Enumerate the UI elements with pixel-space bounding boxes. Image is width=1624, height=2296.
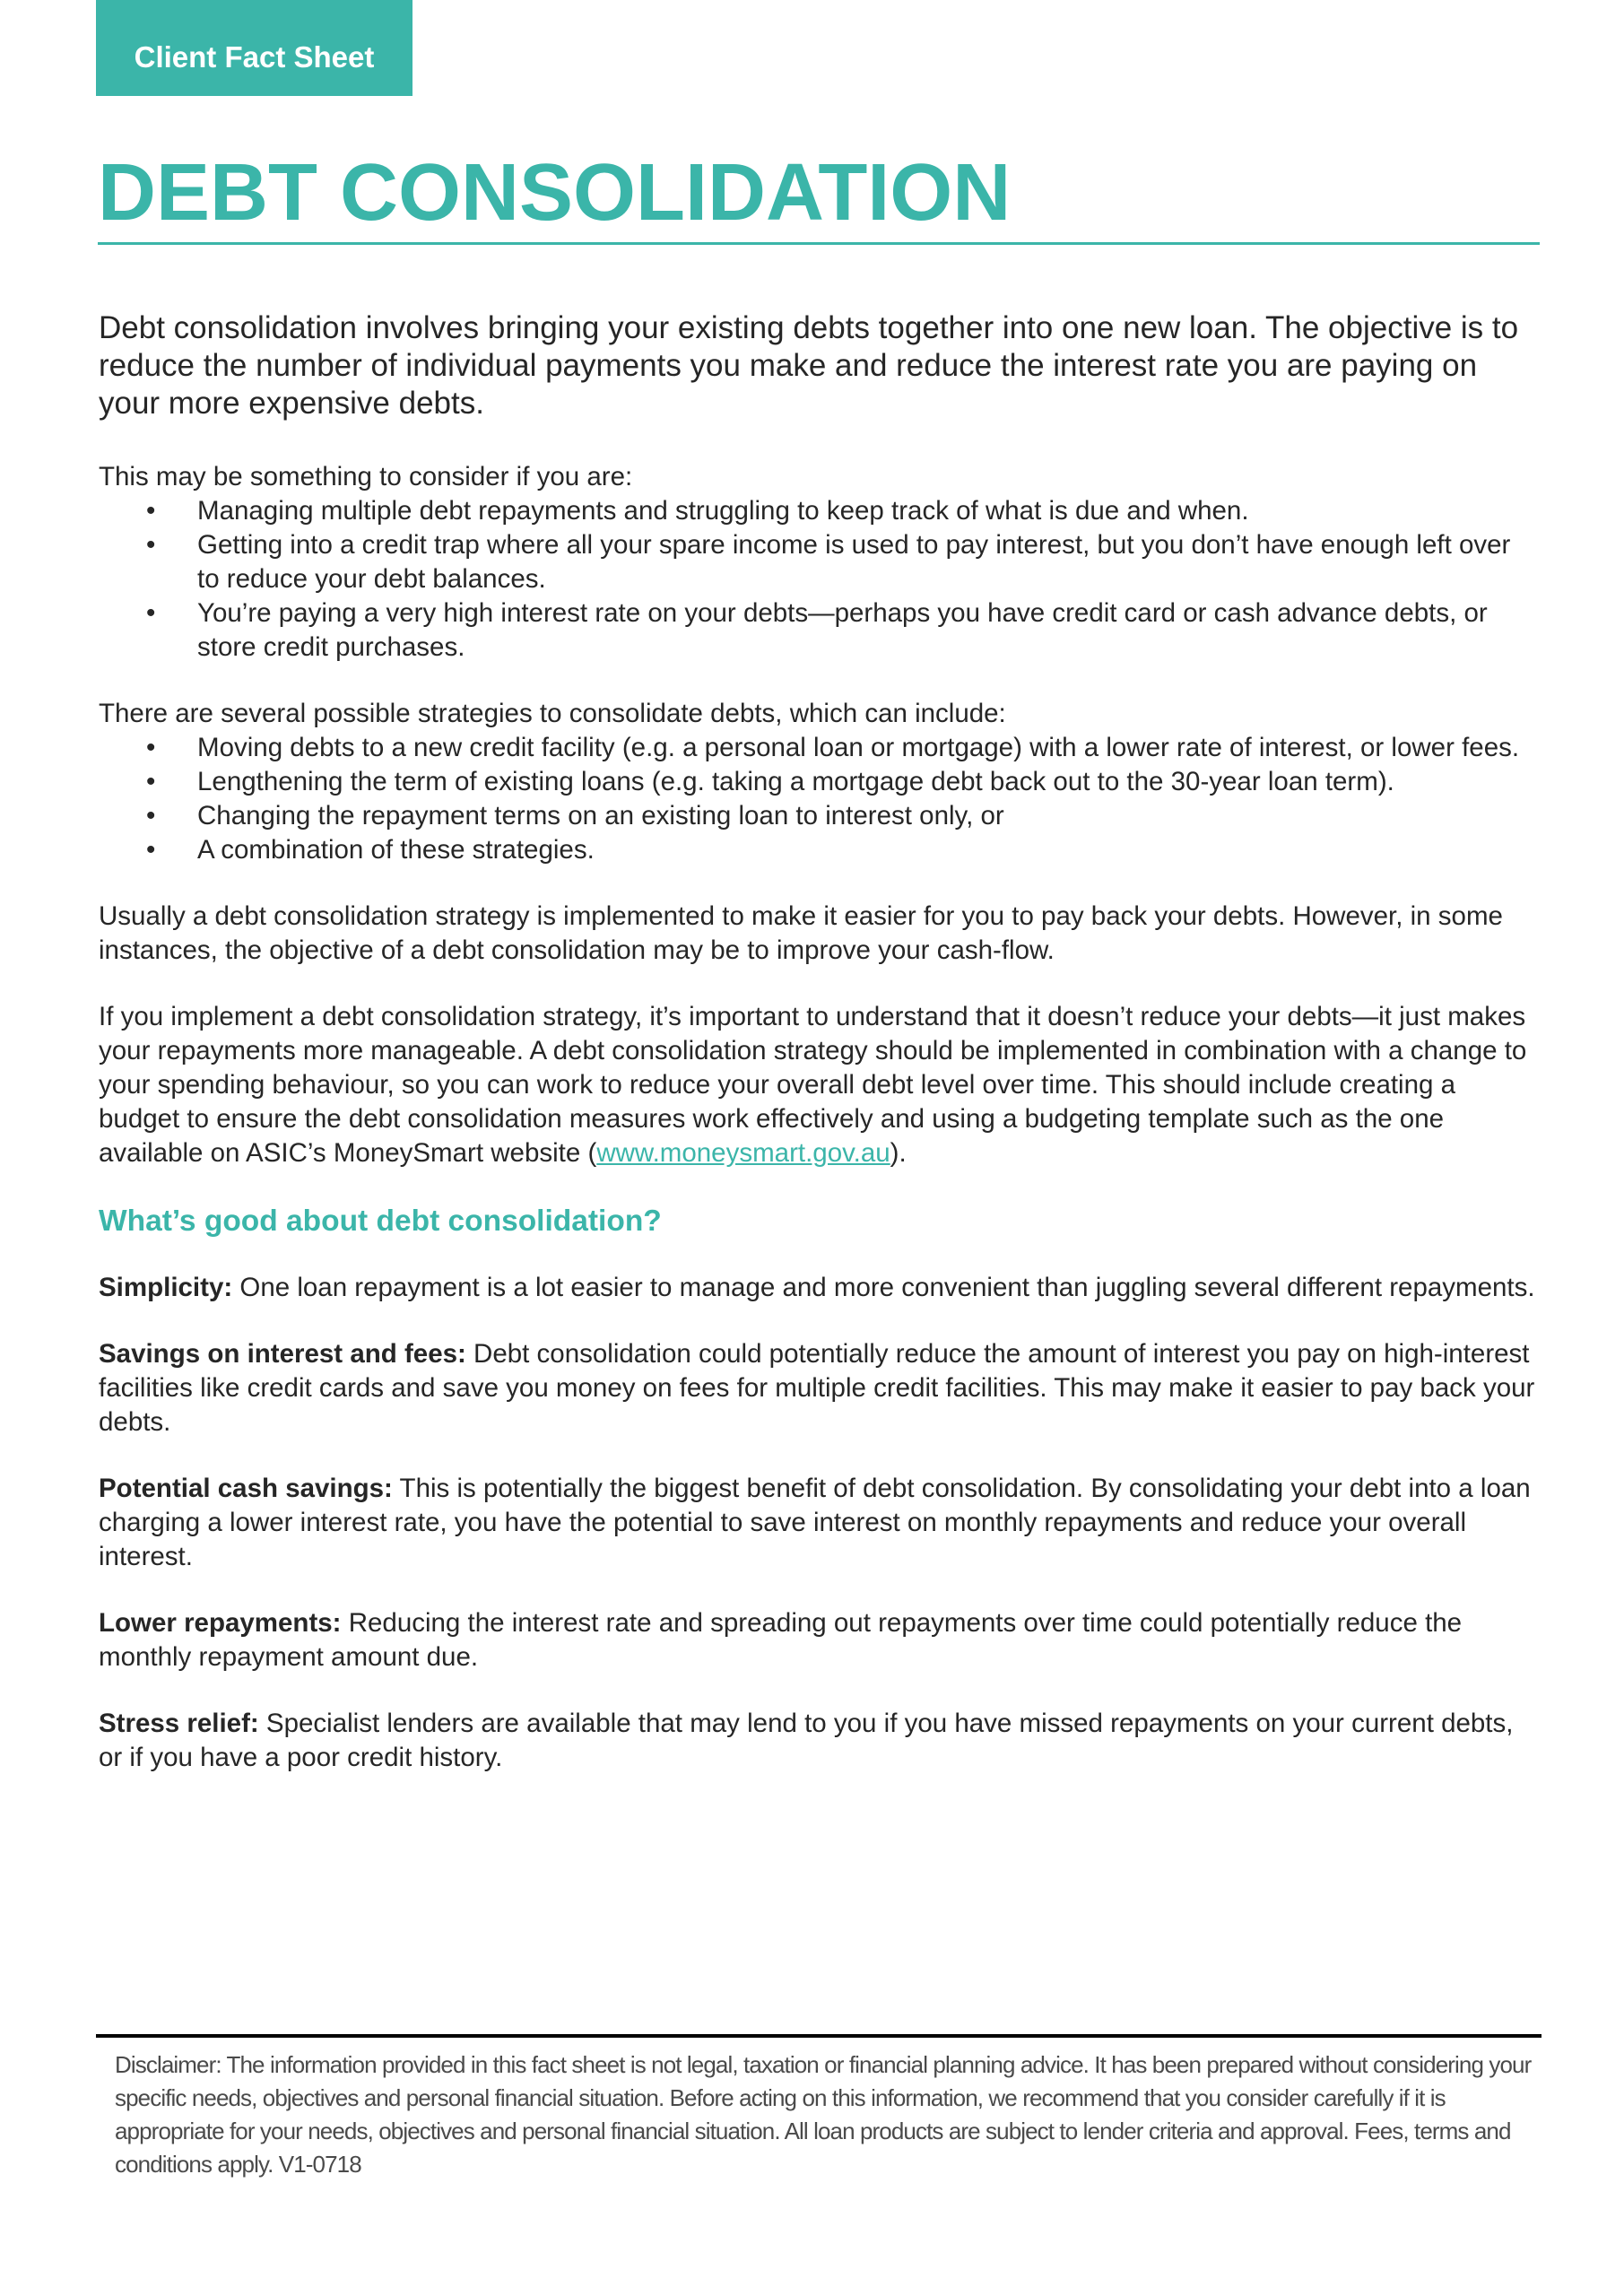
main-content <box>99 309 1538 1807</box>
benefit-label: Lower repayments: <box>99 1608 342 1638</box>
page-title: DEBT CONSOLIDATION <box>98 148 1012 238</box>
benefit-paragraph <box>99 1337 1538 1439</box>
list-item-text: You’re paying a very high interest rate on your debts—perhaps you have credit card or cash advance debts, or store credit purchases. <box>197 598 1488 662</box>
benefit-text: One loan repayment is a lot easier to manage and more convenient than juggling several different repayments. <box>232 1273 1535 1302</box>
strategies-list <box>99 731 1538 867</box>
bullet-icon: • <box>146 496 156 526</box>
bullet-icon: • <box>146 733 156 762</box>
section-heading: What’s good about debt consolidation? <box>99 1205 662 1238</box>
title-underline <box>98 242 1540 245</box>
bullet-icon: • <box>146 598 156 628</box>
consider-list <box>99 494 1538 665</box>
benefit-label: Savings on interest and fees: <box>99 1339 466 1369</box>
list-item <box>99 596 1538 665</box>
list-item <box>99 765 1538 799</box>
consider-lead: This may be something to consider if you are: <box>99 462 633 491</box>
implement-text: If you implement a debt consolidation strategy, it’s important to understand that it doesn’t reduce your debts—it just makes your repayments more manageable. A debt consolidation strategy should be implemented in combination with a change to your spending behaviour, so you can work to reduce your overall debt level over time. This should include creating a budget to ensure the debt consolidation measures work effectively and using a budgeting template such as the one available on ASIC’s MoneySmart website <box>99 1002 1527 1168</box>
benefit-label: Simplicity: <box>99 1273 233 1302</box>
moneysmart-link[interactable]: www.moneysmart.gov.au <box>596 1138 890 1168</box>
list-item-text: Changing the repayment terms on an existing loan to interest only, or <box>197 801 1004 831</box>
benefit-paragraph <box>99 1707 1538 1775</box>
bullet-icon: • <box>146 530 156 560</box>
footer-divider <box>96 2034 1541 2038</box>
list-item <box>99 833 1538 867</box>
list-item-text: A combination of these strategies. <box>197 835 595 865</box>
benefit-label: Potential cash savings: <box>99 1474 393 1503</box>
strategies-lead: There are several possible strategies to consolidate debts, which can include: <box>99 699 1006 728</box>
benefit-text: Specialist lenders are available that may lend to you if you have missed repayments on your current debts, or if you have a poor credit history. <box>99 1709 1514 1772</box>
tag-label: Client Fact Sheet <box>134 39 375 74</box>
list-item-text: Managing multiple debt repayments and struggling to keep track of what is due and when. <box>197 496 1249 526</box>
client-fact-sheet-tag <box>96 0 413 96</box>
disclaimer-text: Disclaimer: The information provided in this fact sheet is not legal, taxation or financial planning advice. It has been prepared without considering your specific needs, objectives and personal financial situation. Before acting on this information, we recommend that you consider carefully if it is appropriate for your needs, objectives and personal financial situation. All loan products are subject to lender criteria and approval. Fees, terms and conditions apply. V1-0718 <box>115 2051 1532 2178</box>
bullet-icon: • <box>146 801 156 831</box>
bullet-icon: • <box>146 767 156 796</box>
list-item <box>99 731 1538 765</box>
benefit-label: Stress relief: <box>99 1709 259 1738</box>
close-paren: ). <box>890 1138 907 1168</box>
benefit-paragraph <box>99 1606 1538 1674</box>
benefit-text: Debt consolidation could potentially reduce the amount of interest you pay on high-interest facilities like credit cards and save you money on fees for multiple credit facilities. This may make it easier to pay back your debts. <box>99 1339 1535 1437</box>
benefit-paragraph <box>99 1472 1538 1574</box>
list-item-text: Getting into a credit trap where all your spare income is used to pay interest, but you don’t have enough left over to reduce your debt balances. <box>197 530 1511 594</box>
bullet-icon: • <box>146 835 156 865</box>
implement-paragraph <box>99 1000 1538 1170</box>
intro-paragraph: Debt consolidation involves bringing your existing debts together into one new loan. The objective is to reduce the number of individual payments you make and reduce the interest rate you are paying on your more expensive debts. <box>99 310 1519 421</box>
benefit-paragraph <box>99 1271 1538 1305</box>
benefit-text: Reducing the interest rate and spreading out repayments over time could potentially reduce the monthly repayment amount due. <box>99 1608 1463 1672</box>
open-paren: ( <box>587 1138 597 1168</box>
list-item <box>99 799 1538 833</box>
list-item-text: Moving debts to a new credit facility (e.g. a personal loan or mortgage) with a lower rate of interest, or lower fees. <box>197 733 1520 762</box>
list-item <box>99 528 1538 596</box>
list-item <box>99 494 1538 528</box>
usually-paragraph: Usually a debt consolidation strategy is implemented to make it easier for you to pay back your debts. However, in some instances, the objective of a debt consolidation may be to improve your cash-flow. <box>99 901 1503 965</box>
benefit-text: This is potentially the biggest benefit of debt consolidation. By consolidating your debt into a loan charging a lower interest rate, you have the potential to save interest on monthly repayments and reduce your overall interest. <box>99 1474 1531 1571</box>
list-item-text: Lengthening the term of existing loans (e.g. taking a mortgage debt back out to the 30-year loan term). <box>197 767 1394 796</box>
